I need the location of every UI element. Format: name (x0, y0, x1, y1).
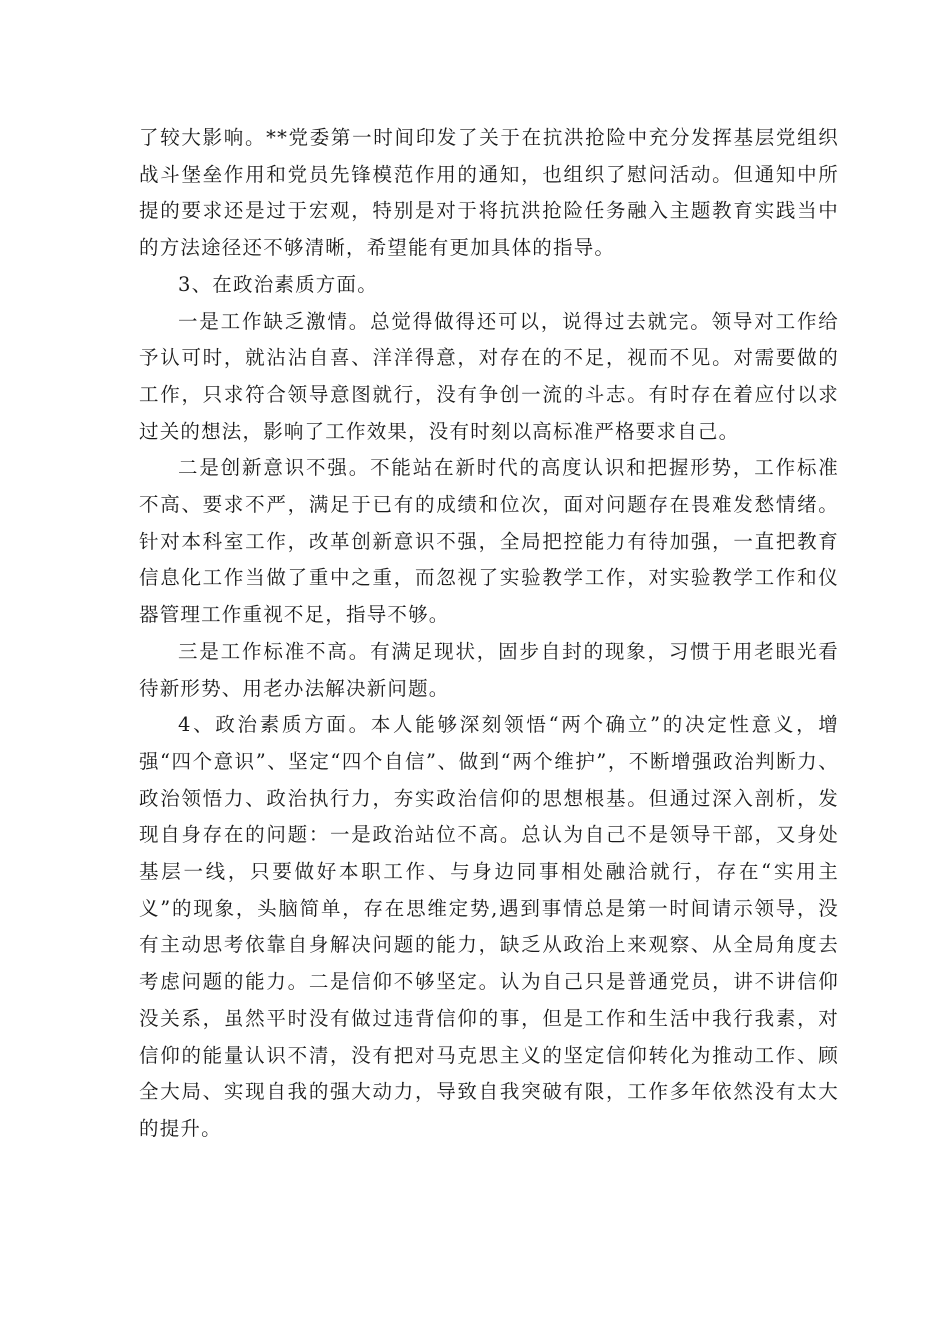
paragraph-continuation: 了较大影响。**党委第一时间印发了关于在抗洪抢险中充分发挥基层党组织战斗堡垒作用和党员先锋模范作用的通知，也组织了慰问活动。但通知中所提的要求还是过于宏观，特别是对于将抗洪抢险任务融入主题教育实践当中的方法途径还不够清晰，希望能有更加具体的指导。 (139, 126, 839, 260)
section-heading-3: 3、在政治素质方面。 (178, 272, 378, 296)
section-4-political-quality: 4、政治素质方面。本人能够深刻领悟“两个确立”的决定性意义，增强“四个意识”、坚定“四个自信”、做到“两个维护”，不断增强政治判断力、政治领悟力、政治执行力，夯实政治信仰的思想根基。但通过深入剖析，发现自身存在的问题：一是政治站位不高。总认为自己不是领导干部，又身处基层一线，只要做好本职工作、与身边同事相处融洽就行，存在“实用主义”的现象，头脑简单，存在思维定势,遇到事情总是第一时间请示领导，没有主动思考依靠自身解决问题的能力，缺乏从政治上来观察、从全局角度去考虑问题的能力。二是信仰不够坚定。认为自己只是普通党员，讲不讲信仰没关系，虽然平时没有做过违背信仰的事，但是工作和生活中我行我素，对信仰的能量认识不清，没有把对马克思主义的坚定信仰转化为推动工作、顾全大局、实现自我的强大动力，导致自我突破有限，工作多年依然没有太大的提升。 (139, 713, 839, 1140)
paragraph-low-standards: 三是工作标准不高。有满足现状，固步自封的现象，习惯于用老眼光看待新形势、用老办法解决新问题。 (139, 639, 839, 700)
paragraph-lack-of-passion: 一是工作缺乏激情。总觉得做得还可以，说得过去就完。领导对工作给予认可时，就沾沾自喜、洋洋得意，对存在的不足，视而不见。对需要做的工作，只求符合领导意图就行，没有争创一流的斗志。有时存在着应付以求过关的想法，影响了工作效果，没有时刻以高标准严格要求自己。 (139, 309, 839, 443)
document-body (139, 120, 839, 1148)
paragraph-weak-innovation: 二是创新意识不强。不能站在新时代的高度认识和把握形势，工作标准不高、要求不严，满足于已有的成绩和位次，面对问题存在畏难发愁情绪。针对本科室工作，改革创新意识不强，全局把控能力有待加强，一直把教育信息化工作当做了重中之重，而忽视了实验教学工作，对实验教学工作和仪器管理工作重视不足，指导不够。 (139, 456, 839, 627)
